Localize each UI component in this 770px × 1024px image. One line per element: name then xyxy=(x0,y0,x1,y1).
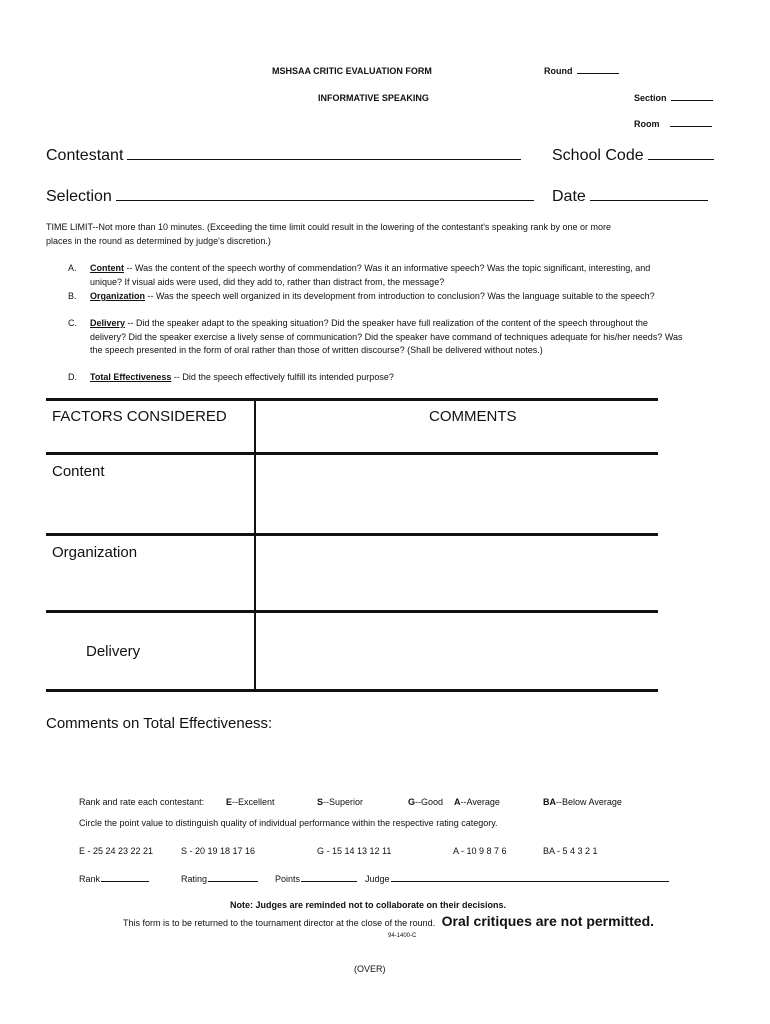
comments-organization-area[interactable] xyxy=(257,536,657,610)
room-field[interactable] xyxy=(634,119,712,129)
round-field[interactable] xyxy=(544,66,619,76)
rating-key-excellent xyxy=(226,797,275,807)
rating-key-label: --Average xyxy=(460,797,500,807)
form-title: MSHSAA CRITIC EVALUATION FORM xyxy=(272,66,432,76)
oral-critiques-note: Oral critiques are not permitted. xyxy=(441,913,655,929)
date-label: Date xyxy=(552,188,586,205)
rating-key-letter: A xyxy=(454,797,461,807)
table-column-divider xyxy=(254,401,256,691)
points-field[interactable] xyxy=(275,874,357,884)
total-effectiveness-comments-area[interactable] xyxy=(46,736,658,786)
factor-content: Content xyxy=(52,463,105,480)
comments-delivery-area[interactable] xyxy=(257,613,657,689)
school-code-label: School Code xyxy=(552,147,644,164)
criterion-term: Delivery xyxy=(90,318,126,328)
over-indicator: (OVER) xyxy=(354,964,386,974)
comments-content-area[interactable] xyxy=(257,455,657,533)
factor-organization: Organization xyxy=(52,544,138,561)
scale-superior[interactable]: S - 20 19 18 17 16 xyxy=(181,846,256,856)
rating-key-label: --Excellent xyxy=(232,797,275,807)
section-label: Section xyxy=(634,93,667,103)
rank-field[interactable] xyxy=(79,874,149,884)
rating-key-good xyxy=(408,797,443,807)
date-field[interactable] xyxy=(552,188,708,206)
rating-key-letter: S xyxy=(317,797,324,807)
rating-field[interactable] xyxy=(181,874,258,884)
comments-header: COMMENTS xyxy=(429,408,517,425)
event-title: INFORMATIVE SPEAKING xyxy=(318,93,429,103)
criterion-text: -- Did the speech effectively fulfill its intended purpose? xyxy=(171,372,394,382)
round-label: Round xyxy=(544,66,573,76)
rating-key-label: --Good xyxy=(415,797,444,807)
scale-excellent[interactable]: E - 25 24 23 22 21 xyxy=(79,846,154,856)
criterion-text: -- Was the speech well organized in its development from introduction to conclusion? Was the language suitable to the speech? xyxy=(145,291,655,301)
scale-below-average[interactable]: BA - 5 4 3 2 1 xyxy=(543,846,598,856)
rating-key-below-average xyxy=(543,797,622,807)
contestant-field[interactable] xyxy=(46,147,521,165)
scale-average[interactable]: A - 10 9 8 7 6 xyxy=(453,846,507,856)
factors-considered-header: FACTORS CONSIDERED xyxy=(52,408,227,425)
form-number: 94-1400-C xyxy=(388,933,417,939)
collaboration-note: Note: Judges are reminded not to collaborate on their decisions. xyxy=(230,900,507,910)
table-top-rule xyxy=(46,398,658,401)
judge-label: Judge xyxy=(365,874,390,884)
criterion-text: -- Did the speaker adapt to the speaking situation? Did the speaker have full realization of the content of the speech throughout the delivery? Did the speaker exercise a lively sense of communication? Did the speaker have command of techniques adequate for his/her needs? Was the speech presented in the form of oral rather than those of written discourse? (Shall be delivered without notes.) xyxy=(90,318,683,355)
rating-key-superior xyxy=(317,797,363,807)
room-label: Room xyxy=(634,119,660,129)
rating-key-letter: BA xyxy=(543,797,556,807)
criterion-term: Total Effectiveness xyxy=(90,372,172,382)
criterion-letter: B. xyxy=(68,291,77,301)
rating-label: Rating xyxy=(181,874,208,884)
selection-field[interactable] xyxy=(46,188,534,206)
return-instructions xyxy=(123,913,654,931)
points-label: Points xyxy=(275,874,301,884)
selection-label: Selection xyxy=(46,188,112,205)
rating-key-label: --Below Average xyxy=(556,797,622,807)
criterion-text: -- Was the content of the speech worthy of commendation? Was it an informative speech? Was the topic significant, interesting, and unique? If visual aids were used, did they add to, rather than distract from, the message? xyxy=(90,263,651,287)
contestant-label: Contestant xyxy=(46,147,124,164)
time-limit-line-2: places in the round as determined by judge's discretion.) xyxy=(46,236,271,246)
criterion-term: Content xyxy=(90,263,124,273)
circle-note: Circle the point value to distinguish quality of individual performance within the respective rating category. xyxy=(79,818,498,828)
section-field[interactable] xyxy=(634,93,713,103)
rating-key-letter: E xyxy=(226,797,233,807)
table-bottom-rule xyxy=(46,689,658,692)
criterion-term: Organization xyxy=(90,291,146,301)
total-effectiveness-heading: Comments on Total Effectiveness: xyxy=(46,715,273,732)
judge-field[interactable] xyxy=(365,874,669,884)
rating-key-intro: Rank and rate each contestant: xyxy=(79,797,205,807)
rating-key-letter: G xyxy=(408,797,416,807)
rating-key-label: --Superior xyxy=(323,797,364,807)
scale-good[interactable]: G - 15 14 13 12 11 xyxy=(317,846,392,856)
factor-delivery: Delivery xyxy=(86,643,141,660)
time-limit-line-1: TIME LIMIT--Not more than 10 minutes. (Exceeding the time limit could result in the lowering of the contestant's speaking rank by one or more xyxy=(46,222,611,232)
school-code-field[interactable] xyxy=(552,147,714,165)
rank-label: Rank xyxy=(79,874,101,884)
criterion-letter: D. xyxy=(68,372,77,382)
criterion-letter: A. xyxy=(68,263,77,273)
return-text: This form is to be returned to the tournament director at the close of the round. xyxy=(123,918,436,928)
criterion-letter: C. xyxy=(68,318,77,328)
rating-key-average xyxy=(454,797,500,807)
